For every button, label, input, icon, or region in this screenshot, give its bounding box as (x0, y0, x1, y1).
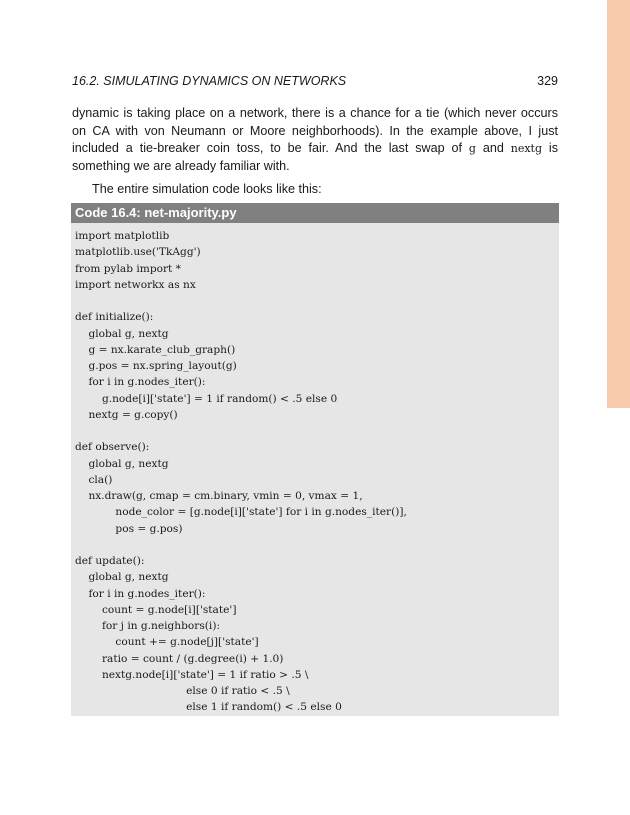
code-line (75, 423, 559, 439)
code-line (75, 537, 559, 553)
code-line: def observe(): (75, 441, 150, 454)
code-line: global g, nextg (75, 457, 169, 470)
code-line: node_color = [g.node[i]['state'] for i in g.nodes_iter()], (75, 506, 407, 519)
chapter-thumb-tab (607, 0, 630, 408)
page-number: 329 (537, 74, 558, 88)
code-line: g.node[i]['state'] = 1 if random() < .5 else 0 (75, 392, 338, 405)
code-line: cla() (75, 473, 113, 486)
code-line: matplotlib.use('TkAgg') (75, 246, 201, 259)
running-header (72, 74, 558, 88)
paragraph-2: The entire simulation code looks like this: (92, 182, 322, 197)
body-text (72, 105, 558, 199)
code-body (71, 223, 559, 716)
code-line: from pylab import * (75, 262, 181, 275)
code-listing-title: Code 16.4: net-majority.py (71, 203, 559, 223)
code-line: else 1 if random() < .5 else 0 (75, 701, 342, 714)
code-line: nx.draw(g, cmap = cm.binary, vmin = 0, vmax = 1, (75, 490, 363, 502)
code-line: count += g.node[j]['state'] (75, 636, 259, 649)
code-line: for i in g.nodes_iter(): (75, 587, 206, 600)
code-line: global g, nextg (75, 571, 169, 584)
code-line: global g, nextg (75, 327, 169, 340)
code-line: def update(): (75, 555, 145, 567)
inline-code-g: g (468, 142, 476, 156)
code-line: for j in g.neighbors(i): (75, 620, 221, 632)
code-line: ratio = count / (g.degree(i) + 1.0) (75, 652, 284, 665)
code-line: import networkx as nx (75, 278, 196, 291)
section-title: 16.2. SIMULATING DYNAMICS ON NETWORKS (72, 74, 347, 88)
code-line: g = nx.karate_club_graph() (75, 343, 236, 356)
code-line (75, 293, 559, 309)
code-line: import matplotlib (75, 230, 170, 242)
paragraph-1 (72, 105, 558, 175)
code-line: else 0 if ratio < .5 \ (75, 685, 290, 697)
paragraph-1-text-a: dynamic is taking place on a network, there is a chance for a tie (which never occurs on CA with von Neumann or Moore neighborhoods). In the example above, I just included a tie-breaker coin toss, to be fair. And the last swap of (72, 106, 558, 156)
paragraph-1-text-c: is something we are already familiar with. (72, 141, 558, 173)
paragraph-1-text-b: and (475, 141, 511, 156)
code-line: def initialize(): (75, 311, 154, 324)
code-line: count = g.node[i]['state'] (75, 603, 237, 616)
code-line: g.pos = nx.spring_layout(g) (75, 360, 237, 372)
code-line: pos = g.pos) (75, 522, 183, 535)
code-listing (71, 203, 559, 716)
code-line: for i in g.nodes_iter(): (75, 376, 206, 389)
code-line: nextg = g.copy() (75, 408, 178, 421)
inline-code-nextg: nextg (510, 142, 543, 156)
code-line: nextg.node[i]['state'] = 1 if ratio > .5 \ (75, 668, 309, 681)
